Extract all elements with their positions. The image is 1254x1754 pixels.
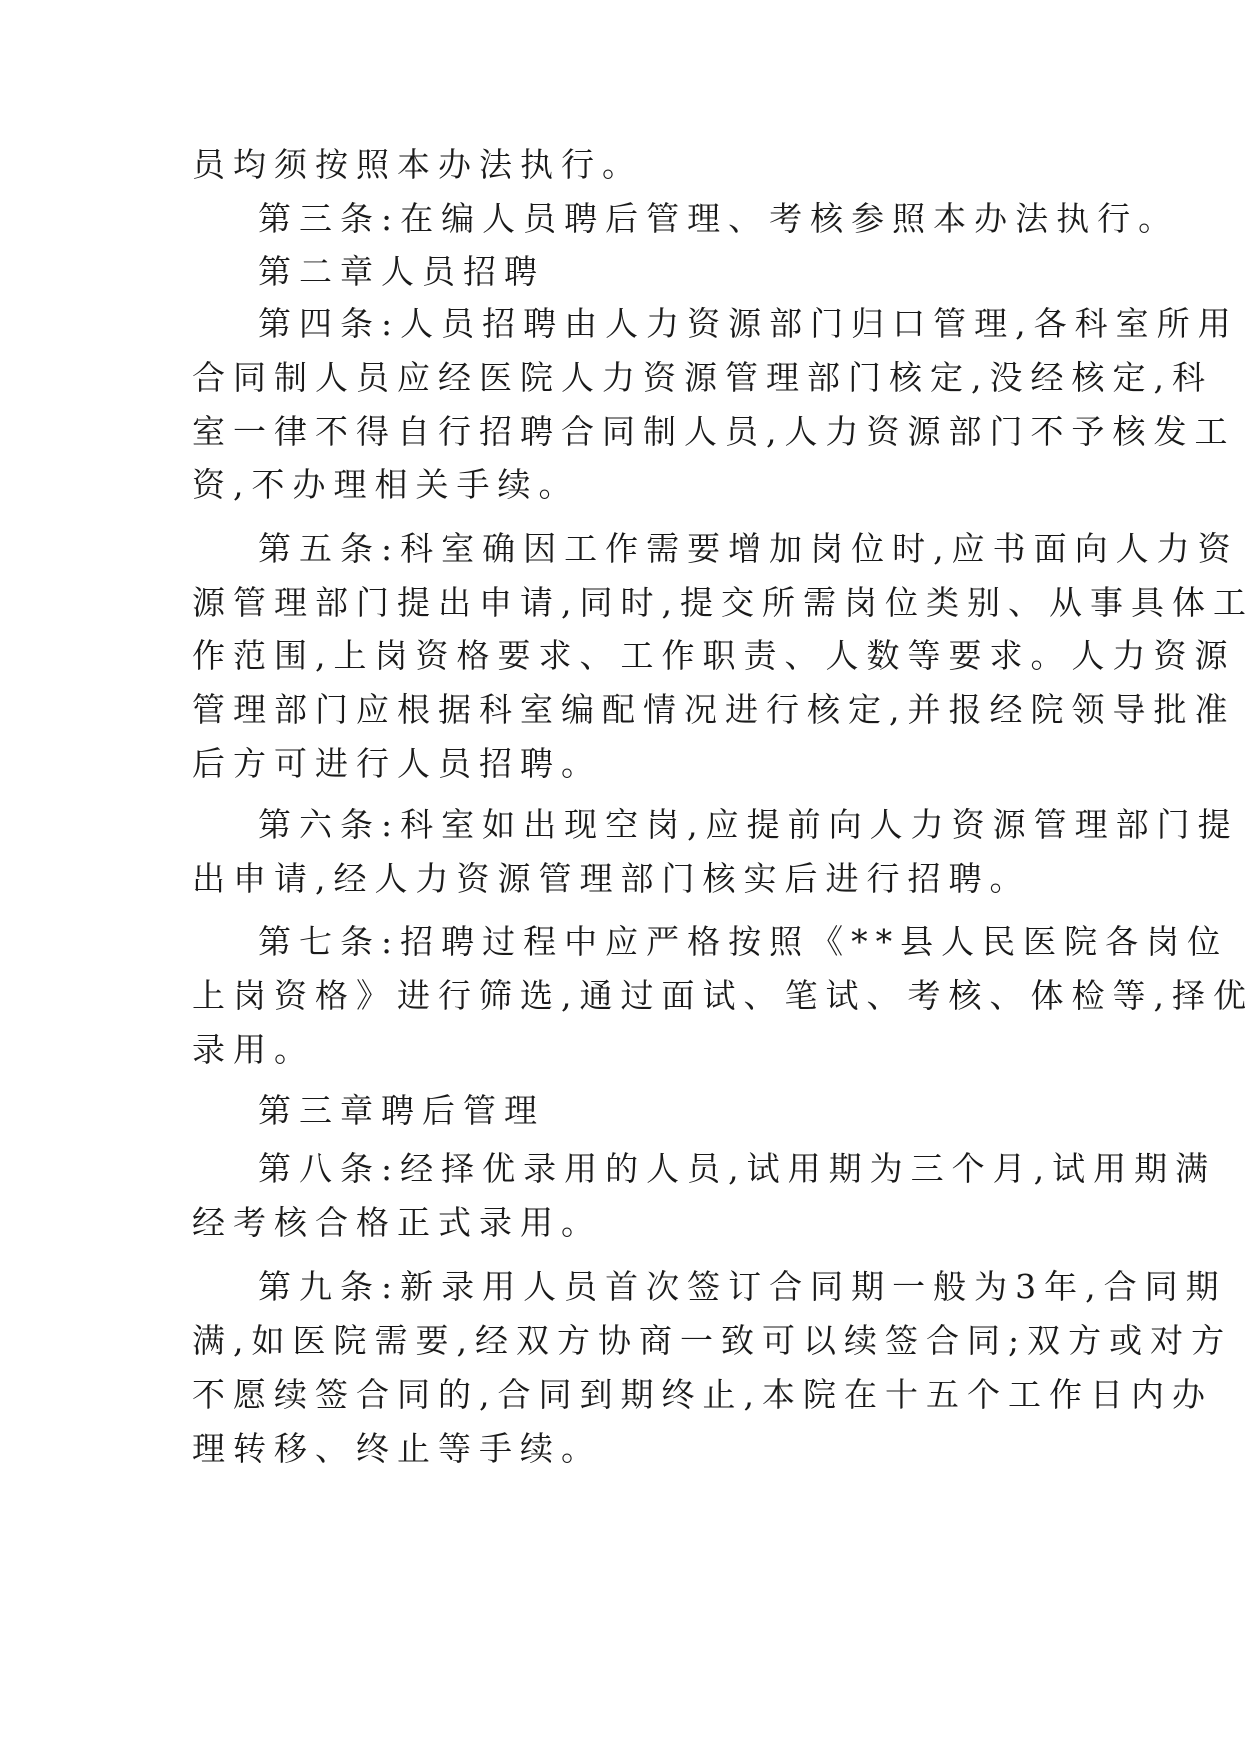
- text-line: 管理部门应根据科室编配情况进行核定,并报经院领导批准: [192, 690, 1236, 729]
- text-line: 理转移、终止等手续。: [192, 1429, 602, 1468]
- text-line: 第七条:招聘过程中应严格按照《**县人民医院各岗位: [258, 922, 1229, 961]
- text-line: 满,如医院需要,经双方协商一致可以续签合同;双方或对方: [192, 1321, 1233, 1360]
- text-line: 后方可进行人员招聘。: [192, 744, 602, 783]
- text-line: 第三条:在编人员聘后管理、考核参照本办法执行。: [258, 199, 1180, 238]
- text-line: 合同制人员应经医院人力资源管理部门核定,没经核定,科: [192, 358, 1213, 397]
- text-line: 源管理部门提出申请,同时,提交所需岗位类别、从事具体工: [192, 583, 1254, 622]
- chapter-heading: 第二章人员招聘: [258, 252, 545, 291]
- text-line: 第六条:科室如出现空岗,应提前向人力资源管理部门提: [258, 805, 1239, 844]
- text-line: 室一律不得自行招聘合同制人员,人力资源部门不予核发工: [192, 412, 1236, 451]
- text-line: 第四条:人员招聘由人力资源部门归口管理,各科室所用: [258, 304, 1239, 343]
- text-line: 经考核合格正式录用。: [192, 1203, 602, 1242]
- chapter-heading: 第三章聘后管理: [258, 1091, 545, 1130]
- text-line: 作范围,上岗资格要求、工作职责、人数等要求。人力资源: [192, 636, 1236, 675]
- text-line: 员均须按照本办法执行。: [192, 145, 643, 184]
- text-line: 资,不办理相关手续。: [192, 465, 580, 504]
- text-line: 第八条:经择优录用的人员,试用期为三个月,试用期满: [258, 1149, 1217, 1188]
- text-line: 上岗资格》进行筛选,通过面试、笔试、考核、体检等,择优: [192, 976, 1254, 1015]
- text-line: 第九条:新录用人员首次签订合同期一般为3年,合同期: [258, 1267, 1227, 1306]
- text-line: 第五条:科室确因工作需要增加岗位时,应书面向人力资: [258, 529, 1239, 568]
- text-line: 不愿续签合同的,合同到期终止,本院在十五个工作日内办: [192, 1375, 1213, 1414]
- text-line: 录用。: [192, 1030, 315, 1069]
- text-line: 出申请,经人力资源管理部门核实后进行招聘。: [192, 859, 1031, 898]
